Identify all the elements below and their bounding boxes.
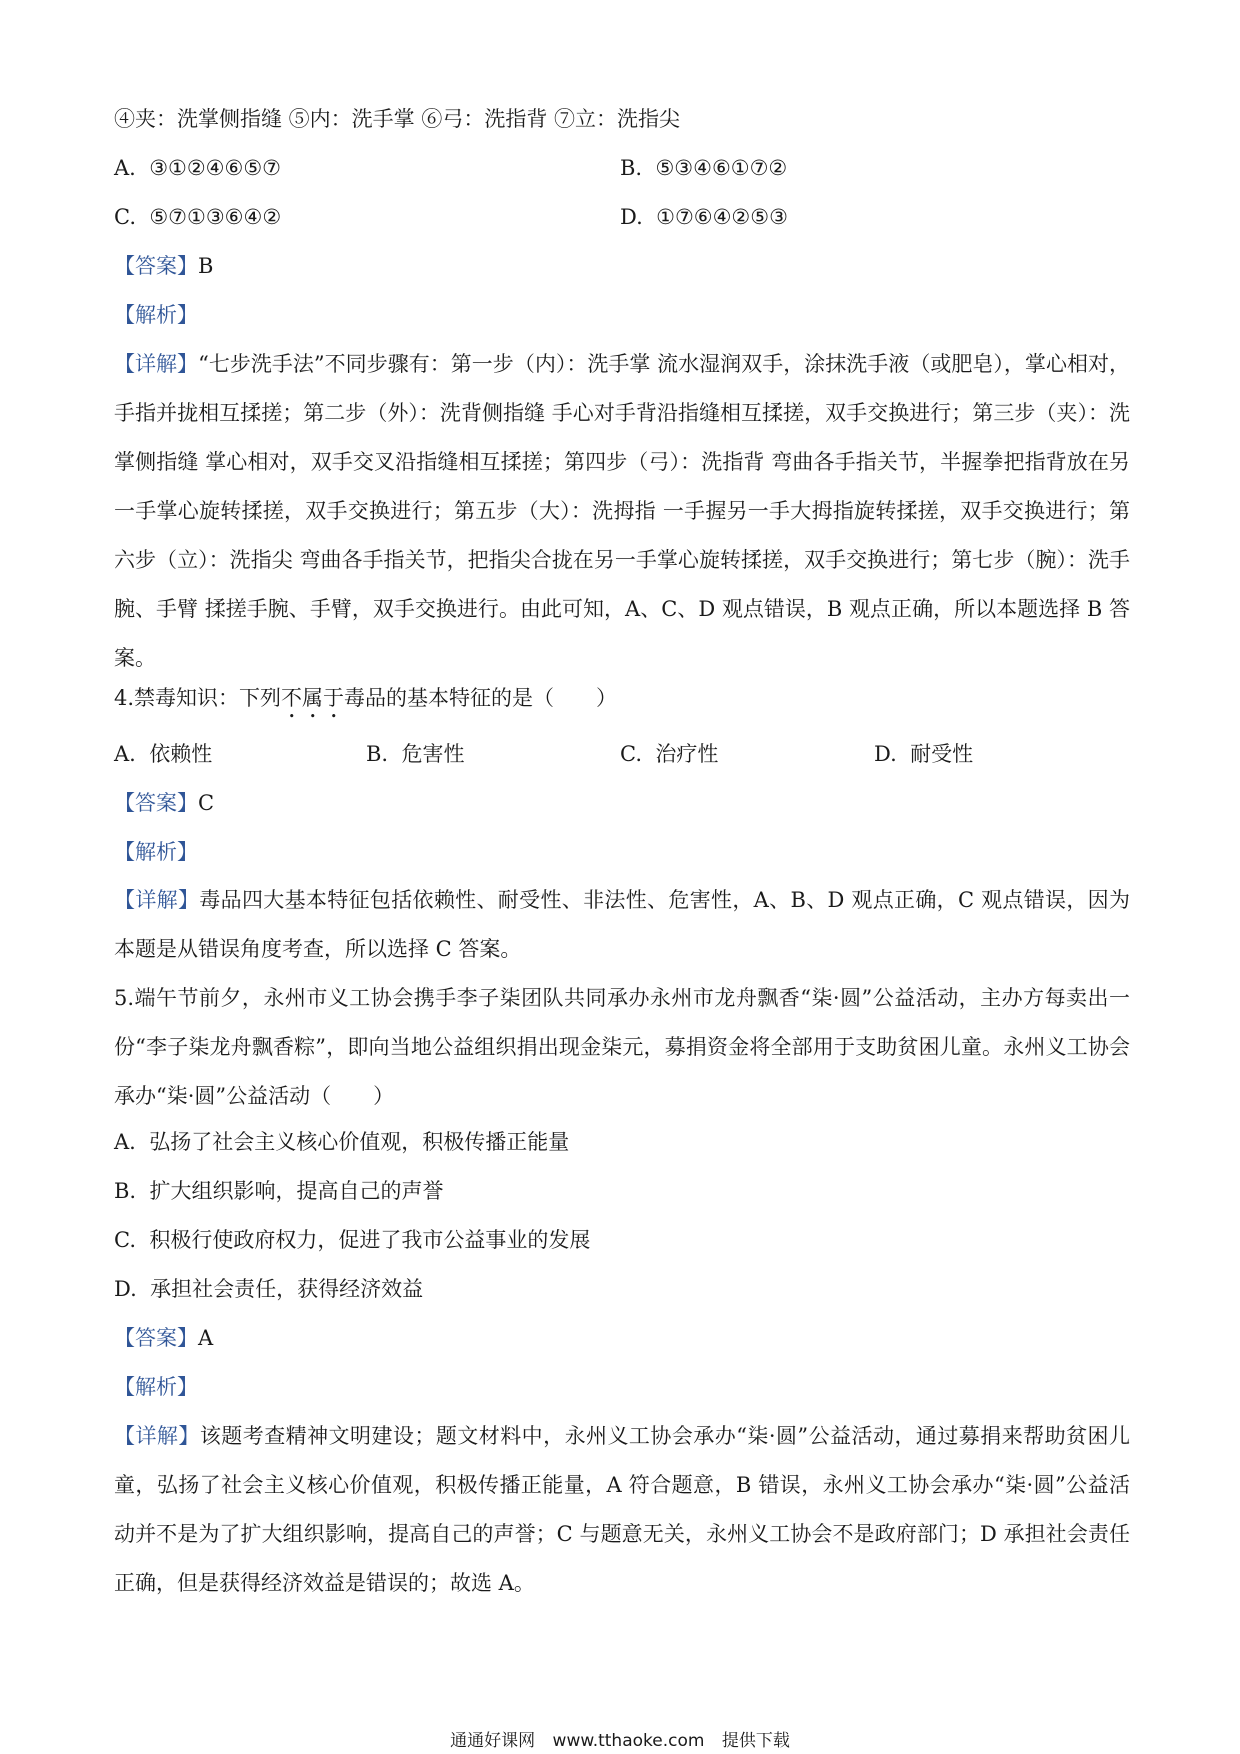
q3-steps-line: ④夹：洗掌侧指缝 ⑤内：洗手掌 ⑥弓：洗指背 ⑦立：洗指尖 xyxy=(114,107,681,131)
q5-analysis-tag: 【解析】 xyxy=(114,1375,198,1399)
q5-stem: 5.端午节前夕，永州市义工协会携手李子柒团队共同承办永州市龙舟飘香“柒·圆”公益活动，主办方每卖出一份“李子柒龙舟飘香粽”，即向当地公益组织捐出现金柒元，募捐资金将全部用于支助贫困儿童。永州义工协会承办“柒·圆”公益活动（ ） xyxy=(114,986,1130,1108)
detail-tag: 【详解】 xyxy=(114,352,199,376)
q5-option-a: A. 弘扬了社会主义核心价值观，积极传播正能量 xyxy=(114,1130,570,1154)
emphasis-not: 不属于 xyxy=(281,686,345,710)
q3-answer: 【答案】B xyxy=(114,254,214,278)
footer-suffix: 提供下载 xyxy=(721,1731,790,1751)
q3-detail: 【详解】“七步洗手法”不同步骤有：第一步（内）：洗手掌 流水湿润双手，涂抹洗手液（或肥皂），掌心相对，手指并拢相互揉搓；第二步（外）：洗背侧指缝 手心对手背沿指缝相互揉搓，双手交换进行；第三步（夹）：洗掌侧指缝 掌心相对，双手交叉沿指缝相互揉搓；第四步（弓）：洗指背 弯曲各手指关节，半握拳把指背放在另一手掌心旋转揉搓，双手交换进行；第五步（大）：洗拇指 一手握另一手大拇指旋转揉搓，双手交换进行；第六步（立）：洗指尖 弯曲各手指关节，把指尖合拢在另一手掌心旋转揉搓，双手交换进行；第七步（腕）：洗手腕、手臂 揉搓手腕、手臂，双手交换进行。由此可知，A、C、D 观点错误，B 观点正确，所以本题选择 B 答案。 xyxy=(114,352,1130,670)
footer-watermark xyxy=(0,1730,1240,1752)
q3-analysis-tag: 【解析】 xyxy=(114,303,198,327)
q3-option-d: D. ①⑦⑥④②⑤③ xyxy=(620,205,788,229)
q5-option-b: B. 扩大组织影响，提高自己的声誉 xyxy=(114,1179,444,1203)
q4-answer: 【答案】C xyxy=(114,791,215,815)
q4-option-c: C. 治疗性 xyxy=(620,742,719,766)
q5-answer: 【答案】A xyxy=(114,1326,214,1350)
q3-option-c: C. ⑤⑦①③⑥④② xyxy=(114,205,282,229)
footer-site-name: 通通好课网 xyxy=(450,1731,536,1751)
footer-url[interactable]: www.tthaoke.com xyxy=(552,1731,705,1751)
q3-option-a: A. ③①②④⑥⑤⑦ xyxy=(114,156,281,180)
q5-option-d: D. 承担社会责任，获得经济效益 xyxy=(114,1277,424,1301)
q5-option-c: C. 积极行使政府权力，促进了我市公益事业的发展 xyxy=(114,1228,591,1252)
q4-option-b: B. 危害性 xyxy=(366,742,465,766)
q5-detail: 【详解】该题考查精神文明建设；题文材料中，永州义工协会承办“柒·圆”公益活动，通过募捐来帮助贫困儿童，弘扬了社会主义核心价值观，积极传播正能量，A 符合题意，B 错误，永州义工协会承办“柒·圆”公益活动并不是为了扩大组织影响，提高自己的声誉；C 与题意无关，永州义工协会不是政府部门；D 承担社会责任正确，但是获得经济效益是错误的；故选 A。 xyxy=(114,1424,1130,1595)
q4-detail: 【详解】毒品四大基本特征包括依赖性、耐受性、非法性、危害性，A、B、D 观点正确，C 观点错误，因为本题是从错误角度考查，所以选择 C 答案。 xyxy=(114,888,1130,961)
q4-stem: 4.禁毒知识：下列不属于毒品的基本特征的是（ ） xyxy=(114,686,618,710)
q4-option-d: D. 耐受性 xyxy=(874,742,974,766)
q4-option-a: A. 依赖性 xyxy=(114,742,213,766)
answer-tag: 【答案】 xyxy=(114,254,198,278)
q3-option-b: B. ⑤③④⑥①⑦② xyxy=(620,156,788,180)
q4-analysis-tag: 【解析】 xyxy=(114,840,198,864)
